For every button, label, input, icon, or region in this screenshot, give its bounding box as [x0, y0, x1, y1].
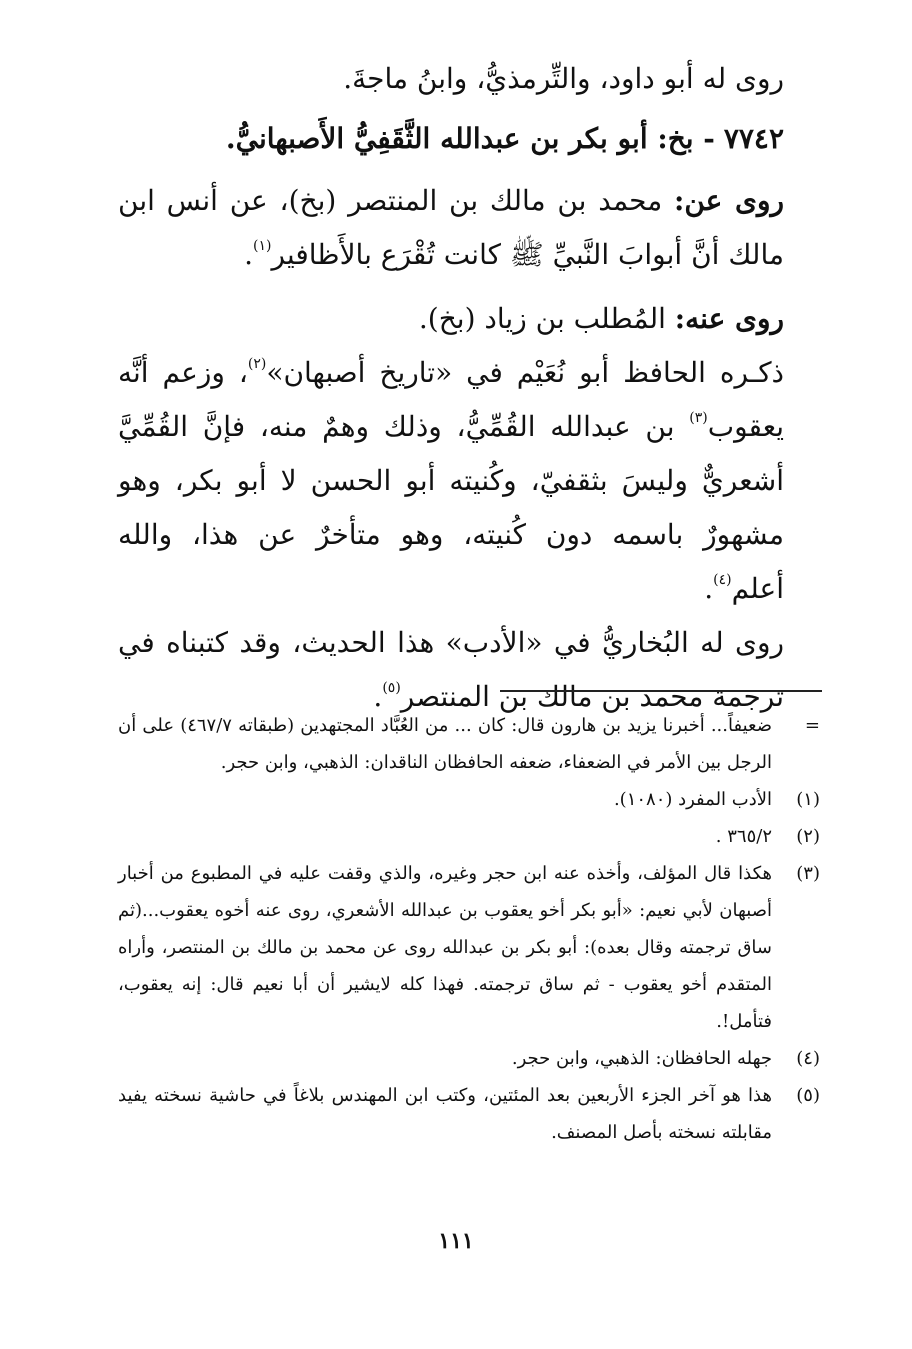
footnote-ref-1[interactable]: (١): [253, 238, 272, 254]
rawa-lahu-paragraph: روى له البُخاريُّ في «الأدب» هذا الحديث، وقد كتبناه في ترجمة محمد بن مالك بن المنتصر$^{(٥)}$.: [118, 626, 784, 713]
dhakarahu-text-3: بن عبدالله القُمِّيُّ، وذلك وهمٌ منه، فإنَّ القُمِّيَّ أشعريٌّ وليسَ بثقفيّ، وكُنيته أبو الحسن لا أبو بكر، وهو مشهورٌ باسمه دون كُنيته، وهو متأخرٌ عن هذا، والله أعلم: [118, 410, 784, 605]
footnote-4: [118, 1040, 820, 1077]
footnote-1: [118, 781, 820, 818]
rawa-anhu-label: روى عنه:: [674, 302, 784, 335]
rawa-lahu-text: روى له البُخاريُّ في «الأدب» هذا الحديث، وقد كتبناه في ترجمة محمد بن مالك بن المنتصر: [118, 626, 784, 713]
entry-title: - بخ: أبو بكر بن عبدالله الثَّقَفِيُّ الأَصبهانيُّ.: [225, 122, 715, 155]
footnote-number: (١): [796, 789, 820, 810]
footnote-ref-2[interactable]: (٢): [247, 356, 267, 372]
dhakarahu-paragraph: ذكـره الحافظ أبو نُعَيْم في «تاريخ أصبهان»$^{(٢)}$، وزعم أنَّه يعقوب$^{(٣)}$ بن عبدالله القُمِّيُّ، وذلك وهمٌ منه، فإنَّ القُمِّيَّ أشعريٌّ وليسَ بثقفيّ، وكُنيته أبو الحسن لا أبو بكر، وهو مشهورٌ باسمه دون كُنيته، وهو متأخرٌ عن هذا، والله أعلم$^{(٤)}$.: [118, 356, 784, 605]
footnote-text: هكذا قال المؤلف، وأخذه عنه ابن حجر وغيره، والذي وقفت عليه في المطبوع من أخبار أصبهان لأبي نعيم: «أبو بكر أخو يعقوب بن عبدالله الأشعري، روى عنه أخوه يعقوب...(ثم ساق ترجمته وقال بعده): أبو بكر بن عبدالله روى عن محمد بن مالك بن المنتصر، وأراه المتقدم أخو يعقوب - ثم ساق ترجمته. فهذا كله لايشير أن أبا نعيم قال: إنه يعقوب، فتأمل!.: [118, 863, 772, 1032]
footnotes: [118, 707, 820, 1151]
narrators-line: [118, 52, 820, 106]
rawa-an-text: محمد بن مالك بن المنتصر (بخ)، عن أنس ابن مالك أنَّ أبوابَ النَّبيِّ ﷺ كانت تُقْرَع بالأَظافير: [118, 184, 784, 271]
footnote-continued: [118, 707, 820, 781]
rawa-anhu-text: المُطلب بن زياد (بخ).: [418, 302, 666, 335]
footnote-ref-5[interactable]: (٥): [382, 680, 401, 696]
main-text: [118, 52, 820, 724]
footnote-text: جهله الحافظان: الذهبي، وابن حجر.: [511, 1048, 772, 1069]
rawa-anhu-paragraph: [118, 292, 820, 346]
footnote-marker: =: [804, 715, 820, 736]
footnote-5: [118, 1077, 820, 1151]
footnote-number: (٥): [796, 1085, 820, 1106]
footnote-text: هذا هو آخر الجزء الأربعين بعد المئتين، وكتب ابن المهندس بلاغاً في حاشية نسخته يفيد مقابلته نسخته بأصل المصنف.: [118, 1085, 773, 1143]
footnote-number: (٢): [796, 826, 820, 847]
footnote-3: [118, 855, 820, 1040]
dhakarahu-text-1: ذكـره الحافظ أبو نُعَيْم في «تاريخ أصبهان»: [266, 356, 784, 389]
footnote-2: [118, 818, 820, 855]
footnote-ref-4[interactable]: (٤): [713, 572, 732, 588]
dhakarahu-text-2: ، وزعم أنَّه يعقوب: [118, 356, 784, 443]
footnote-separator: [500, 690, 822, 692]
footnote-text: ٣٦٥/٢ .: [715, 826, 772, 847]
footnote-text: الأدب المفرد (١٠٨٠).: [613, 789, 772, 810]
entry-heading: [118, 112, 820, 166]
narrators-text: روى له أبو داود، والتِّرمذيُّ، وابنُ ماجةَ.: [343, 62, 784, 95]
footnote-ref-3[interactable]: (٣): [689, 410, 708, 426]
rawa-an-paragraph: روى عن: محمد بن مالك بن المنتصر (بخ)، عن أنس ابن مالك أنَّ أبوابَ النَّبيِّ ﷺ كانت تُقْرَع بالأَظافير$^{(١)}$.: [118, 184, 784, 271]
page-number: ١١١: [438, 1228, 474, 1254]
footnote-text: ضعيفاً... أخبرنا يزيد بن هارون قال: كان ... من العُبَّاد المجتهدين (طبقاته ٤٦٧/٧) على أن الرجل بين الأمر في الضعفاء، ضعفه الحافظان الناقدان: الذهبي، وابن حجر.: [118, 715, 772, 773]
entry-number: ٧٧٤٢: [723, 122, 784, 155]
footnote-number: (٣): [796, 863, 820, 884]
footnote-number: (٤): [796, 1048, 820, 1069]
rawa-an-label: روى عن:: [674, 184, 784, 217]
